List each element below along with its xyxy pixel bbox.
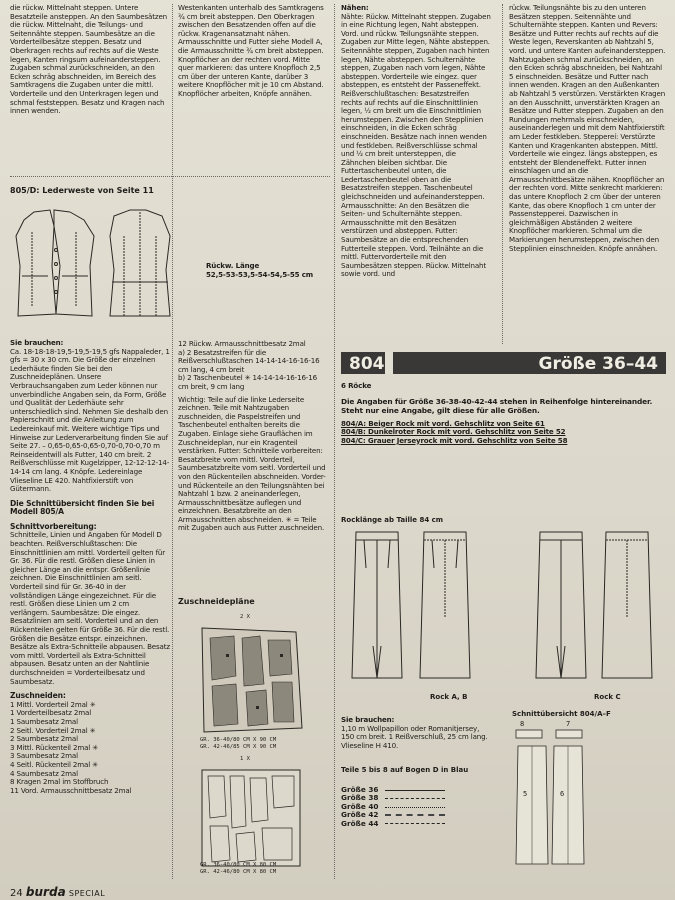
pattern-overview-title: Schnittübersicht 804/A–F (512, 710, 611, 718)
size-range: Größe 36–44 (538, 354, 658, 374)
model-list-item: 804/C: Grauer Jerseyrock mit vord. Gehschlitz von Seite 58 (341, 435, 568, 445)
skirt-length: Rocklänge ab Taille 84 cm (341, 516, 444, 524)
page-number: 24 (10, 888, 23, 899)
cutting-list-item: 4 Saumbesatz 2mal (10, 768, 78, 778)
section-title-805d: 805/D: Lederweste von Seite 11 (10, 186, 154, 195)
cutting-plan-2 (196, 766, 306, 876)
preparation-title: Schnittvorbereitung: (10, 521, 97, 531)
size-42: Größe 42 (341, 810, 379, 820)
sewing-title: Nähen: (341, 3, 369, 12)
piece-label-5: 5 (523, 790, 528, 798)
piece-label-6: 6 (560, 790, 565, 798)
column-2 (178, 4, 326, 99)
column-divider (172, 4, 173, 879)
vest-front-left (16, 210, 56, 316)
plan2-multiplier: 1 X (240, 756, 250, 762)
materials-block (10, 339, 170, 795)
skirt-section (341, 382, 666, 445)
plan1-size-1: GR. 36-40/80 CM X 90 CM (200, 737, 277, 743)
label-rock-a-b: Rock A, B (430, 693, 468, 701)
cutting-list-item: 1 Mittl. Vorderteil 2mal ✳ (10, 699, 96, 709)
model-list-item: 804/B: Dunkelroter Rock mit vord. Gehschlitz von Seite 52 (341, 427, 566, 437)
sewing-text: Nähte: Rückw. Mittelnaht steppen. Zugaben in eine Richtung legen, Naht absteppen. Vord. und rückw. Teilungsnähte steppen. Zugaben zur Mitte legen, Nähte absteppen. Seitennähte steppen, Zugaben nach hinten legen, Nähte absteppen. Schulternähte steppen, Zugaben nach vorn legen, Nähte absteppen. Vorderteile wie eingez. quer absteppen, es entsteht der Passeneffekt. Reißverschlußtaschen: Besatzstreifen rechts auf rechts auf die Einschnittlinien legen, ½ cm breit um die Einschnittlinien herumsteppen. Zwischen den Stepplinien einschneiden, in die Ecken schräg einschneiden. Besätze nach innen wenden und festkleben. Reißverschlüsse schmal und ½ cm breit untersteppen, die Zähnchen bleiben sichtbar. Die Futtertaschenbeutel unten, die Ledertaschenbeutel oben an die Besatzstreifen steppen. Taschenbeutel gleichschneiden und aufeinandersteppen. Armausschnitte: An den Besätzen die Seiten- und Schulternähte steppen. Armausschnitte mit den Besätzen verstürzen und absteppen. Futter: Saumbesätze an die entsprechenden Futterteile steppen. Vord. Teilnähte an die mittl. Futtervorderteile mit den Saumbesätzen steppen. Rückw. Mittelnaht sowie vord. und (341, 11, 491, 279)
plan2-size-2: GR. 42-46/80 CM X 80 CM (200, 869, 277, 875)
plan1-size-2: GR. 42-46/85 CM X 90 CM (200, 744, 277, 750)
piece-label-8: 8 (520, 720, 525, 728)
skirt-materials-text: 1,10 m Wollpapillon oder Romanitjersey, 150 cm breit. 1 Reißverschluß, 25 cm lang. Vlieseline H 410. (341, 723, 488, 750)
column-divider (502, 4, 503, 344)
skirt-technical-drawings (346, 528, 666, 688)
model-number: 804 (349, 354, 385, 374)
materials-title: Sie brauchen: (10, 338, 64, 347)
cutting-list-item: 3 Saumbesatz 2mal (10, 751, 78, 761)
pattern-overview-note: Die Schnittübersicht finden Sie bei Modell 805/A (10, 498, 155, 517)
model-list-item: 804/A: Beiger Rock mit vord. Gehschlitz von Seite 61 (341, 418, 545, 428)
col2-body (178, 340, 328, 533)
pattern-piece-7 (556, 730, 582, 738)
cutting-list-item: 4 Seitl. Rückenteil 2mal ✳ (10, 759, 98, 769)
back-length-block (206, 262, 326, 279)
size-44: Größe 44 (341, 818, 379, 828)
model-804-banner (341, 352, 666, 374)
back-length-values: 52,5-53-53,5-54-54,5-55 cm (206, 269, 314, 279)
cutting-list-item: 2 Seitl. Vorderteil 2mal ✳ (10, 725, 96, 735)
model-list (341, 420, 666, 446)
skirt-materials-title: Sie brauchen: (341, 715, 395, 724)
plan2-size-1: GR. 36-40/80 CM X 80 CM (200, 862, 277, 868)
important-text: Wichtig: Teile auf die linke Lederseite zeichnen. Teile mit Nahtzugaben zuschneiden, die Paspelstreifen und Taschenbeutel enthalten bereits die Zugaben. Einlage siehe Grauflächen im Zuschneideplan, nur ein Kragenteil verstärken. Futter: Schnitteile vorbereiten: Besatzbreite vom mittl. Vorderteil, Saumbesatzbreite vom seitl. Vorderteil und von den Rückenteilen abschneiden. Vorder- und Rückenteile an den Teilungsnähten bei Nahtzahl 1 bzw. 2 aneinanderlegen, Armausschnittbesätze auflegen und einzeichnen. Besatzbreite an den Armausschnitten abschneiden. ✳ = Teile mit Zugaben auch aus Futter zuschneiden. (178, 394, 326, 533)
col4-text: rückw. Teilungsnähte bis zu den unteren Besätzen steppen. Seitennähte und Schulternähte steppen. Kanten und Revers: Besätze und Futter rechts auf rechts auf die Weste legen, Reverskanten ab Nahtzahl 5, vord. und untere Kanten aufeinandersteppen. Nahtzugaben schmal zurückschneiden, an den Ecken schräg abschneiden, bei Nahtzahl 5 einschneiden. Besätze und Futter nach innen wenden. Kragen an den Außenkanten ab Nahtzahl 5 verstürzen. Verstärkten Kragen an den Ausschnitt, unverstärkten Kragen an Besätze und Futter steppen. Zugaben an den Rundungen mehrmals einschneiden, auseinanderlegen und mit dem Nahtfixierstift am Leder festkleben. Steppereí: Verstürzte Kanten und Kragenkanten absteppen. Mittl. Vorderteile wie eingez. längs absteppen, es entsteht der Blendeneffekt. Futter innen einschlagen und an die Armausschnittbesätze nähen. Knopflöcher an der rechten vord. Mitte senkrecht markieren: das untere Knopfloch 2 cm über der unteren Kante, das obere Knopfloch 1 cm unter der Passenstepperei. Dazwischen in gleichmäßigen Abständen 2 weitere Knopflöcher markieren. Schmal um die Markierungen herumsteppen, zwischen den Stepplinien einschneiden. Knöpfe annähen. (509, 3, 666, 253)
cutting-plan-1 (196, 624, 306, 736)
cutting-list-item: 2 Saumbesatz 2mal (10, 734, 78, 744)
vest-technical-drawing (12, 206, 182, 324)
back-length-label: Rückw. Länge (206, 261, 260, 270)
intro-text: die rückw. Mittelnaht steppen. Untere Besatzteile ansteppen. An den Saumbesätzen die rückw. Mittelnaht, die Teilungs- und Seitennähte steppen. Saumbesätze an die Vorderteilbesätze steppen. Besatz und Oberkragen rechts auf rechts auf die Weste legen, Kanten ringsum aufeinandersteppen. Zugaben schmal zurückschneiden, an den Ecken schräg abschneiden, im Bereich des Samtkragens die Zugaben unter die mittl. Vorderteile und den Unterkragen legen und schmal feststeppen. Besatz und Kragen nach innen wenden. (10, 3, 167, 116)
skirts-title: 6 Röcke (341, 381, 372, 390)
cutting-list-item: 3 Mittl. Rückenteil 2mal ✳ (10, 742, 99, 752)
label-rock-c: Rock C (594, 693, 621, 701)
materials-text: Ca. 18-18-18-19,5-19,5-19,5 gfs Nappaleder, 1 gfs = 30 x 30 cm. Die Größe der einzelnen Lederhäute finden Sie bei den Zuschneideplänen. Unsere Verbrauchsangaben zum Leder können nur unverbindliche Angaben sein, da Form, Größe und Qualität der Lederhäute sehr unterschiedlich sind. Nehmen Sie deshalb den Papierschnitt und die Anleitung zum Ledereinkauf mit. Weitere wichtige Tips und Hinweise zur Lederverarbeitung finden Sie auf Seite 27. – 0,65-0,65-0,65-0,70-0,70-0,70 m Reinseidentwill als Futter, 140 cm breit. 2 Reißverschlüsse mit Kugelzipper, 12-12-12-14-14-14 cm lang. 4 Knöpfe. Ledereinlage Vlieseline LE 420. Nahtfixierstift von Gütermann. (10, 346, 170, 494)
size-legend (341, 786, 445, 828)
brand-logo: burda (25, 885, 66, 899)
skirt-materials (341, 716, 493, 750)
pieces-note: Teile 5 bis 8 auf Bogen D in Blau (341, 766, 469, 774)
list-intro: 12 Rückw. Armausschnittbesatz 2mal (178, 339, 306, 348)
size-38: Größe 38 (341, 793, 379, 803)
cutting-title: Zuschneiden: (10, 691, 66, 701)
vest-front-right (54, 212, 94, 316)
column-divider (334, 4, 335, 879)
col2-top-text: Westenkanten unterhalb des Samtkragens ¾ cm breit absteppen. Den Oberkragen zwischen den Besatzenden offen auf die rückw. Kragenansatznaht nähen. Armausschnitte und Futter siehe Modell A, die Armausschnitte ¾ cm breit absteppen. Knopflöcher an der rechten vord. Mitte quer markieren: das untere Knopfloch 2,5 cm über der unteren Kante, darüber 3 weitere Knopflöcher mit je 10 cm Abstand. Knopflöcher arbeiten, Knöpfe annähen. (178, 3, 324, 98)
brand-special: SPECIAL (68, 889, 106, 898)
cutting-list-item: 1 Vorderteilbesatz 2mal (10, 708, 92, 718)
plan1-multiplier: 2 X (240, 614, 250, 620)
pattern-pieces-diagram (512, 724, 666, 874)
preparation-text: Schnitteile, Linien und Angaben für Modell D beachten. Reißverschlußtaschen: Die Einschnittlinien am mittl. Vorderteil gelten für Gr. 36. Für die restl. Größen diese Linien in gleicher Länge an die entspr. Größenlinie zeichnen. Die Einschnittlinien am seitl. Vorderteil sind für Gr. 36-40 in der vollständigen Länge eingezeichnet. Für die restl. Größen diese Linien um 2 cm verlängern. Saumbesätze: Die eingez. Besatzlinien am seitl. Vorderteil und an den Rückenteilen gelten für Größe 36. Für die restl. Größen die Besätze entspr. einzeichnen. Besätze als Extra-Schnitteile abpausen. Besatz vom mittl. Vorderteil als Extra-Schnitteil abpausen. Besatz unten an der Nahtlinie durchschneiden = Vorderteilbesatz und Saumbesatz. (10, 530, 170, 686)
page-footer (10, 885, 105, 899)
section-divider (10, 176, 330, 177)
column-3 (341, 4, 491, 279)
column-4 (509, 4, 666, 253)
cutting-list-item: 1 Saumbesatz 2mal (10, 716, 78, 726)
size-36: Größe 36 (341, 785, 379, 794)
cutting-list-item: 11 Vord. Armausschnittbesatz 2mal (10, 785, 132, 795)
size-info: Die Angaben für Größe 36-38-40-42-44 stehen in Reihenfolge hintereinander. Steht nur eine Angabe, gilt diese für alle Größen. (341, 396, 653, 415)
column-1 (10, 4, 170, 116)
pattern-piece-8 (516, 730, 542, 738)
size-40: Größe 40 (341, 801, 379, 811)
list-b: b) 2 Taschenbeutel ✳ 14-14-14-16-16-16 cm breit, 9 cm lang (178, 373, 317, 391)
piece-label-7: 7 (566, 720, 571, 728)
cutting-list (10, 701, 170, 796)
list-a: a) 2 Besatzstreifen für die Reißverschlußtaschen 14-14-14-16-16-16 cm lang, 4 cm breit (178, 347, 320, 374)
cutting-list-item: 8 Kragen 2mal im Stoffbruch (10, 777, 109, 787)
cutting-plans-title: Zuschneidepläne (178, 597, 255, 606)
